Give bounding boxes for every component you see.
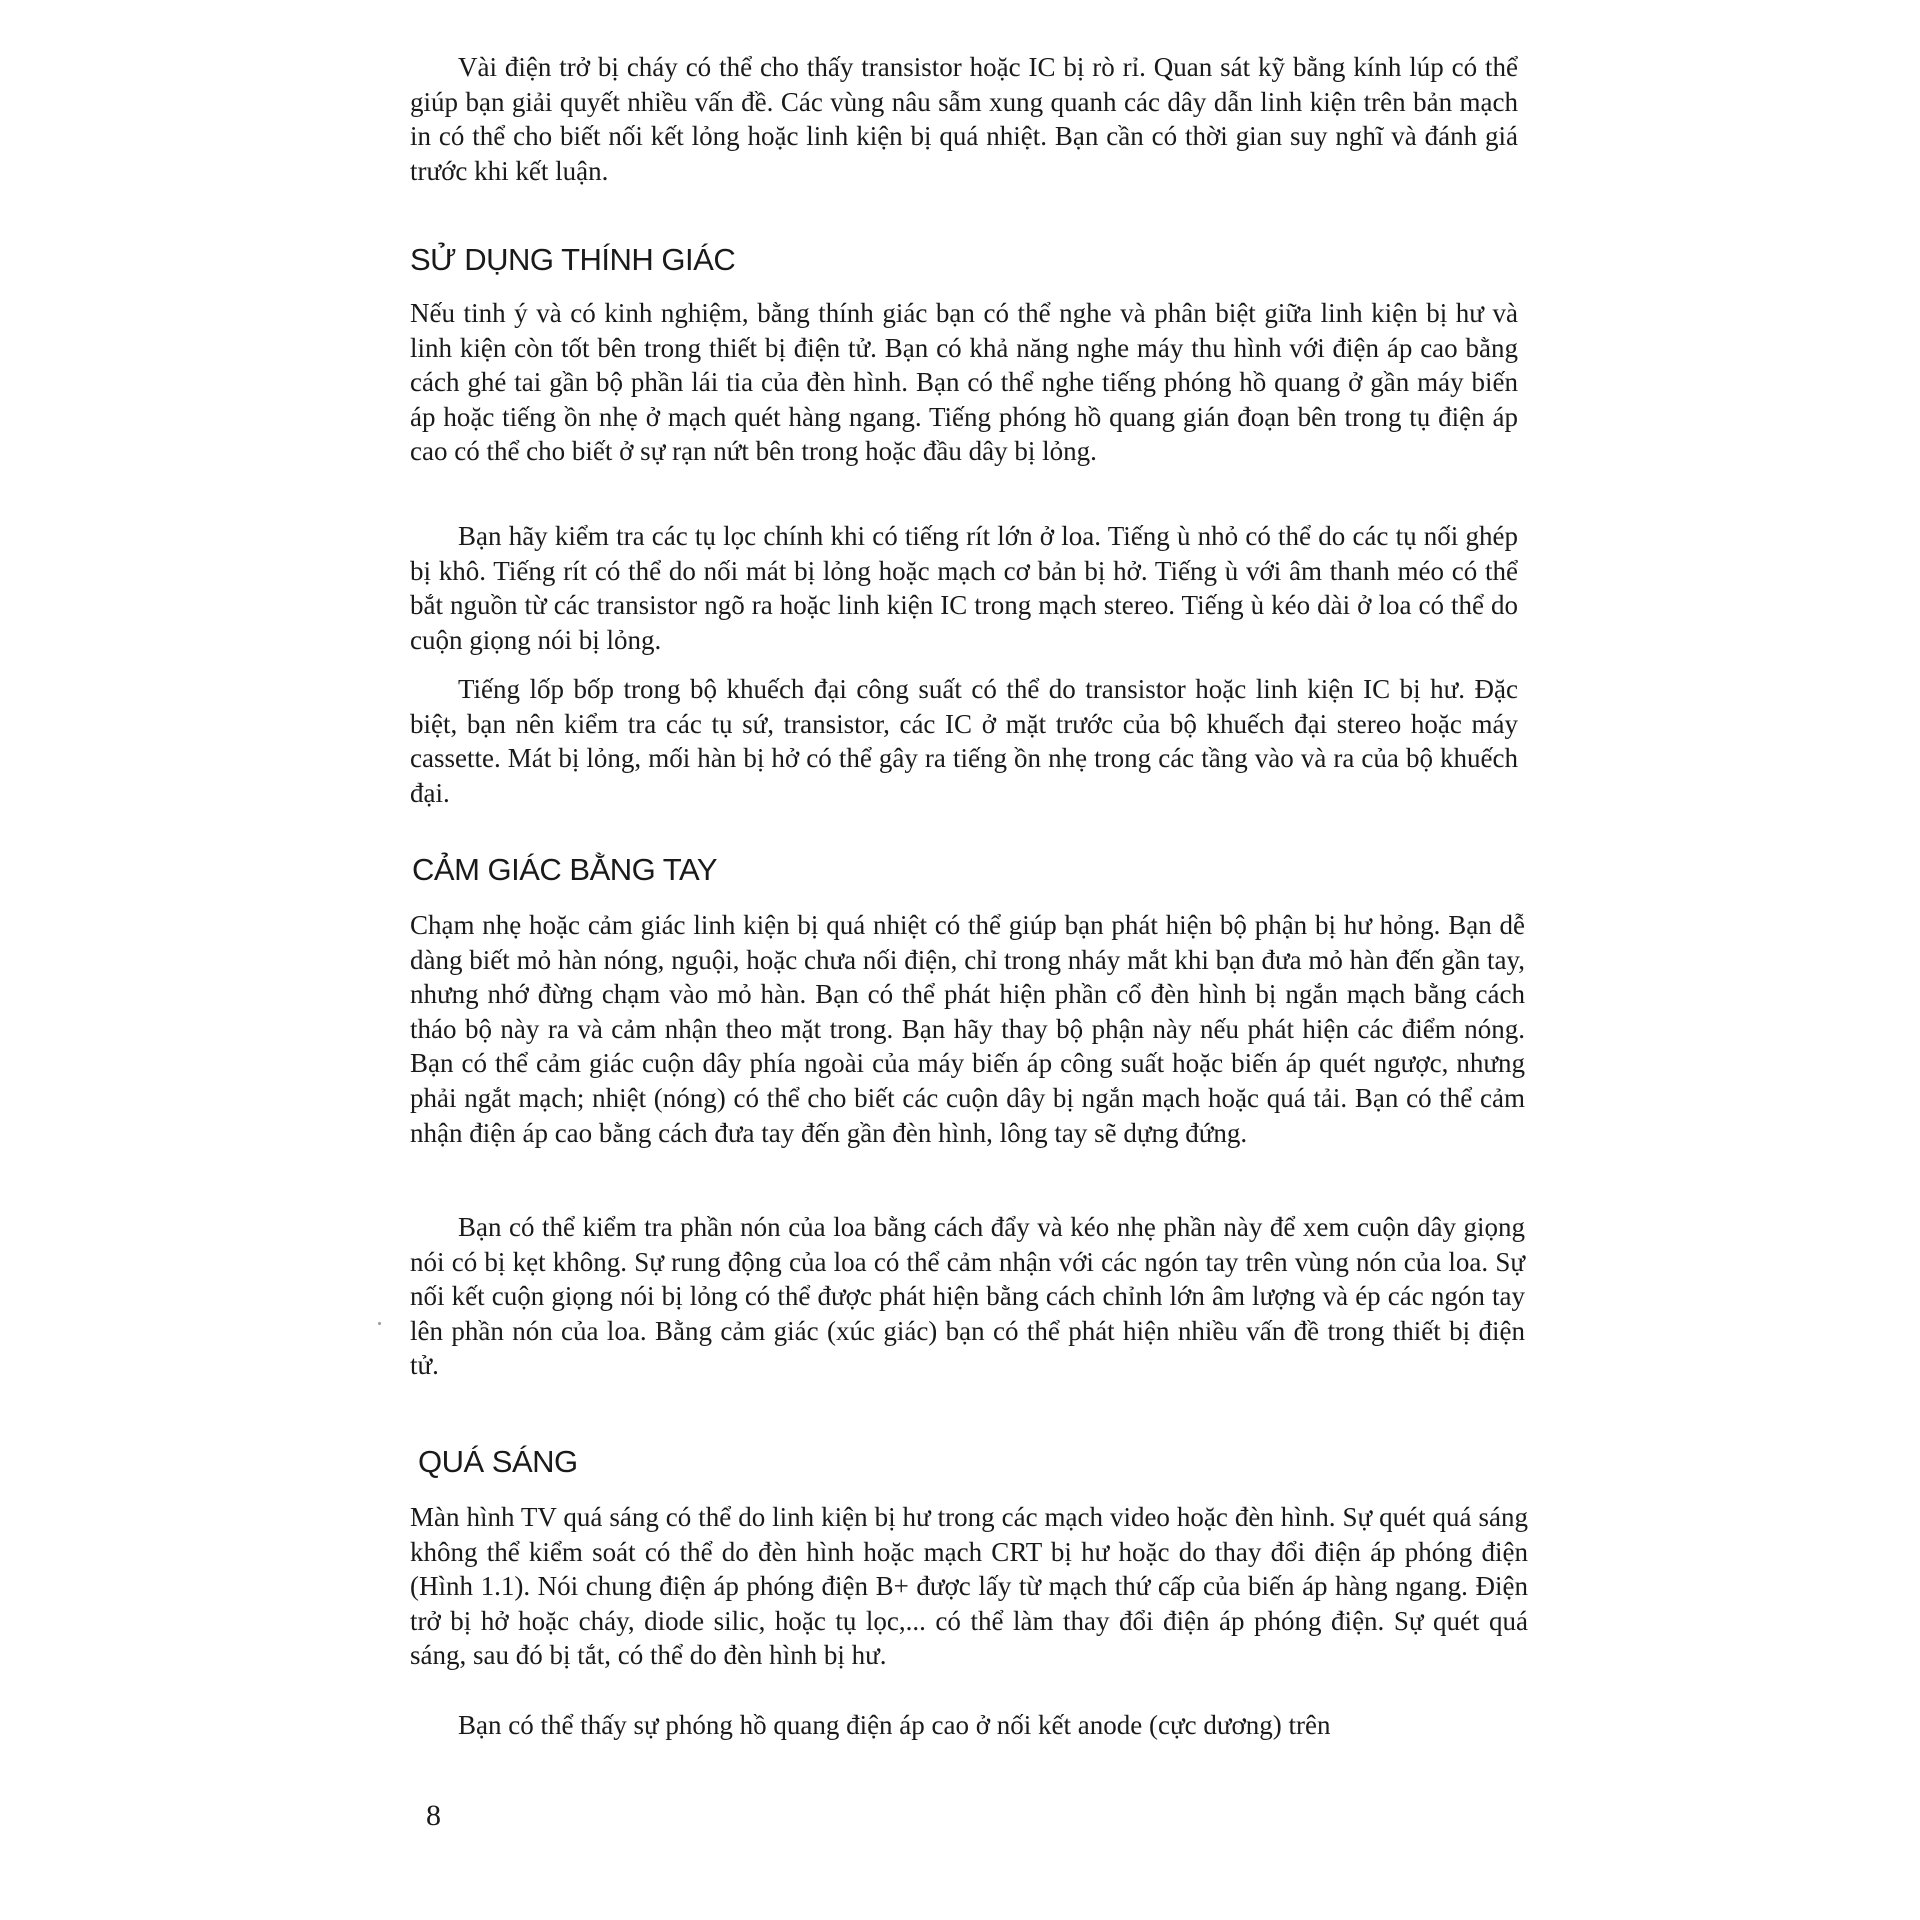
- overbright-paragraph-2: Bạn có thể thấy sự phóng hồ quang điện áp cao ở nối kết anode (cực dương) trên: [458, 1710, 1331, 1740]
- hearing-paragraph-2: Bạn hãy kiểm tra các tụ lọc chính khi có tiếng rít lớn ở loa. Tiếng ù nhỏ có thể do các tụ nối ghép bị khô. Tiếng rít có thể do nối mát bị lỏng hoặc mạch cơ bản bị hở. Tiếng ù với âm thanh méo có thể bắt nguồn từ các transistor ngõ ra hoặc linh kiện IC trong mạch stereo. Tiếng ù kéo dài ở loa có thể do cuộn giọng nói bị lỏng.: [410, 521, 1518, 655]
- section-heading-hearing: SỬ DỤNG THÍNH GIÁC: [410, 242, 736, 277]
- touch-paragraph-1: Chạm nhẹ hoặc cảm giác linh kiện bị quá nhiệt có thể giúp bạn phát hiện bộ phận bị hư hỏng. Bạn dễ dàng biết mỏ hàn nóng, nguội, hoặc chưa nối điện, chỉ trong nháy mắt khi bạn đưa mỏ hàn đến gần tay, nhưng nhớ đừng chạm vào mỏ hàn. Bạn có thể phát hiện phần cổ đèn hình bị ngắn mạch bằng cách tháo bộ này ra và cảm nhận theo mặt trong. Bạn hãy thay bộ phận này nếu phát hiện các điểm nóng. Bạn có thể cảm giác cuộn dây phía ngoài của máy biến áp công suất hoặc biến áp quét ngược, nhưng phải ngắt mạch; nhiệt (nóng) có thể cho biết các cuộn dây bị ngắn mạch hoặc quá tải. Bạn có thể cảm nhận điện áp cao bằng cách đưa tay đến gần đèn hình, lông tay sẽ dựng đứng.: [410, 910, 1525, 1148]
- section-heading-touch: CẢM GIÁC BẰNG TAY: [412, 852, 717, 887]
- touch-paragraph-2: Bạn có thể kiểm tra phần nón của loa bằng cách đẩy và kéo nhẹ phần này để xem cuộn dây giọng nói có bị kẹt không. Sự rung động của loa có thể cảm nhận với các ngón tay trên vùng nón của loa. Sự nối kết cuộn giọng nói bị lỏng có thể được phát hiện bằng cách chỉnh lớn âm lượng và ép các ngón tay lên phần nón của loa. Bằng cảm giác (xúc giác) bạn có thể phát hiện nhiều vấn đề trong thiết bị điện tử.: [410, 1212, 1525, 1381]
- overbright-paragraph-1: Màn hình TV quá sáng có thể do linh kiện bị hư trong các mạch video hoặc đèn hình. Sự quét quá sáng không thể kiểm soát có thể do đèn hình hoặc mạch CRT bị hư hoặc do thay đổi điện áp phóng điện (Hình 1.1). Nói chung điện áp phóng điện B+ được lấy từ mạch thứ cấp của biến áp hàng ngang. Điện trở bị hở hoặc cháy, diode silic, hoặc tụ lọc,... có thể làm thay đổi điện áp phóng điện. Sự quét quá sáng, sau đó bị tắt, có thể do đèn hình bị hư.: [410, 1502, 1528, 1671]
- book-page: [410, 50, 1528, 1870]
- scan-speck: [378, 1322, 381, 1325]
- intro-paragraph: Vài điện trở bị cháy có thể cho thấy transistor hoặc IC bị rò rỉ. Quan sát kỹ bằng kính lúp có thể giúp bạn giải quyết nhiều vấn đề. Các vùng nâu sẫm xung quanh các dây dẫn linh kiện trên bản mạch in có thể cho biết nối kết lỏng hoặc linh kiện bị quá nhiệt. Bạn cần có thời gian suy nghĩ và đánh giá trước khi kết luận.: [410, 52, 1518, 186]
- hearing-paragraph-3: Tiếng lốp bốp trong bộ khuếch đại công suất có thể do transistor hoặc linh kiện IC bị hư. Đặc biệt, bạn nên kiểm tra các tụ sứ, transistor, các IC ở mặt trước của bộ khuếch đại stereo hoặc máy cassette. Mát bị lỏng, mối hàn bị hở có thể gây ra tiếng ồn nhẹ trong các tầng vào và ra của bộ khuếch đại.: [410, 674, 1518, 808]
- page-number: 8: [426, 1799, 441, 1832]
- section-heading-overbright: QUÁ SÁNG: [418, 1444, 578, 1479]
- hearing-paragraph-1: Nếu tinh ý và có kinh nghiệm, bằng thính giác bạn có thể nghe và phân biệt giữa linh kiện bị hư và linh kiện còn tốt bên trong thiết bị điện tử. Bạn có khả năng nghe máy thu hình với điện áp cao bằng cách ghé tai gần bộ phần lái tia của đèn hình. Bạn có thể nghe tiếng phóng hồ quang ở gần máy biến áp hoặc tiếng ồn nhẹ ở mạch quét hàng ngang. Tiếng phóng hồ quang gián đoạn bên trong tụ điện áp cao có thể cho biết ở sự rạn nứt bên trong hoặc đầu dây bị lỏng.: [410, 298, 1518, 467]
